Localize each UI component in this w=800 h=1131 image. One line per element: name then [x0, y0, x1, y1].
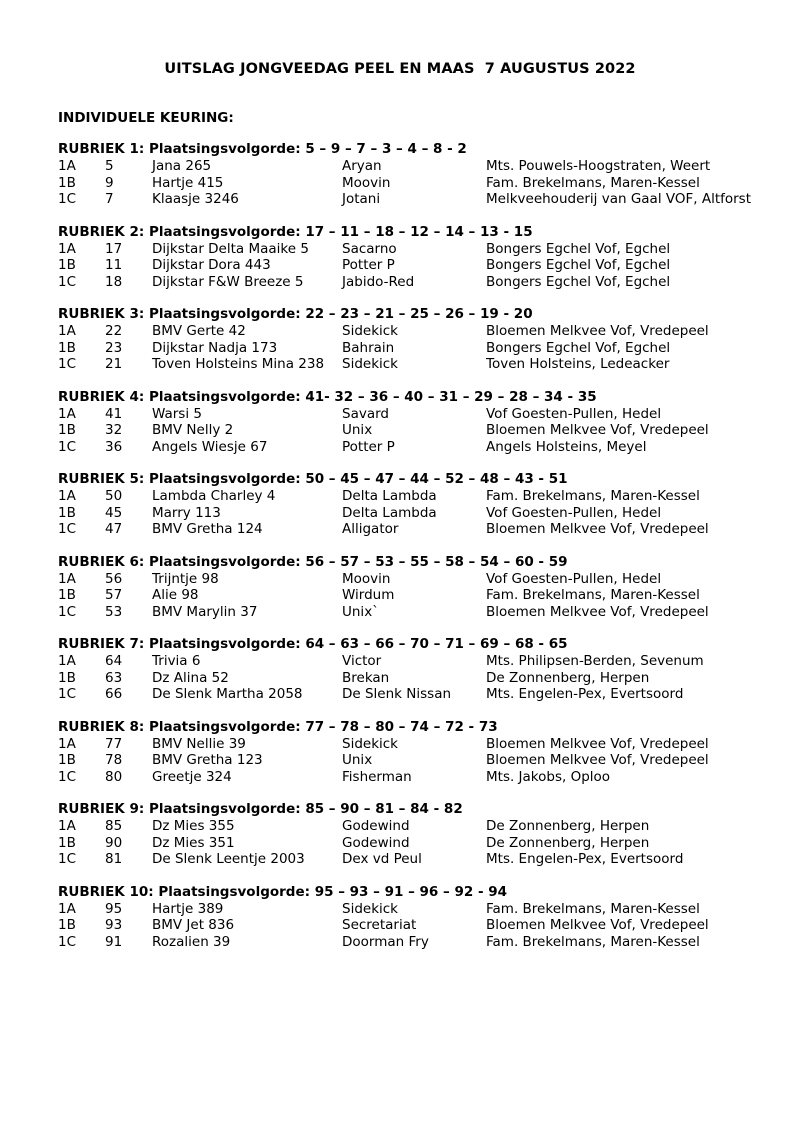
- rubriek-9: [58, 801, 778, 868]
- entry-sire: Sidekick: [342, 356, 399, 372]
- entry-animal-name: De Slenk Leentje 2003: [152, 851, 305, 867]
- entry-animal-name: Alie 98: [152, 587, 199, 603]
- entry-place: 1A: [58, 570, 76, 587]
- entry-animal-name: Angels Wiesje 67: [152, 438, 268, 455]
- entry-place: 1B: [58, 504, 76, 521]
- entry-row: [58, 175, 778, 192]
- entry-row: [58, 686, 778, 703]
- entry-animal-name: Hartje 389: [152, 900, 224, 917]
- entry-place: 1A: [58, 488, 76, 504]
- entry-sire: De Slenk Nissan: [342, 686, 452, 702]
- entry-row: [58, 917, 778, 934]
- entry-animal-name: BMV Gretha 123: [152, 752, 263, 768]
- entry-sire: Fisherman: [342, 768, 412, 785]
- entry-place: 1A: [58, 653, 76, 669]
- entry-place: 1B: [58, 174, 76, 191]
- entry-animal-name: BMV Gerte 42: [152, 323, 246, 339]
- entry-place: 1A: [58, 323, 76, 339]
- entry-place: 1A: [58, 405, 76, 422]
- rubrieken-list: [58, 141, 778, 966]
- entry-animal-name: Rozalien 39: [152, 933, 231, 950]
- entry-place: 1C: [58, 273, 77, 290]
- rubriek-heading: RUBRIEK 1: Plaatsingsvolgorde: 5 – 9 – 7 – 3 – 4 – 8 - 2: [58, 141, 467, 157]
- entry-place: 1C: [58, 851, 77, 867]
- entry-sire: Wirdum: [342, 587, 395, 603]
- entry-owner: Angels Holsteins, Meyel: [486, 438, 647, 455]
- entry-owner: Fam. Brekelmans, Maren-Kessel: [486, 900, 700, 917]
- entry-owner: Mts. Engelen-Pex, Evertsoord: [486, 851, 684, 867]
- entry-animal-name: Dz Alina 52: [152, 669, 229, 686]
- entry-owner: Vof Goesten-Pullen, Hedel: [486, 504, 662, 521]
- entry-animal-name: BMV Jet 836: [152, 917, 235, 933]
- entry-animal-name: BMV Gretha 124: [152, 521, 263, 537]
- entry-number: 9: [105, 174, 114, 191]
- entry-sire: Unix: [342, 752, 373, 768]
- entry-place: 1B: [58, 917, 76, 933]
- entry-place: 1C: [58, 438, 77, 455]
- entry-row: [58, 604, 778, 621]
- rubriek-heading: RUBRIEK 7: Plaatsingsvolgorde: 64 – 63 – 66 – 70 – 71 – 69 – 68 - 65: [58, 636, 568, 652]
- entry-number: 91: [105, 933, 123, 950]
- entry-owner: Bongers Egchel Vof, Egchel: [486, 240, 671, 257]
- entry-number: 95: [105, 900, 123, 917]
- entry-animal-name: Trivia 6: [152, 653, 201, 669]
- entry-owner: Bloemen Melkvee Vof, Vredepeel: [486, 323, 709, 339]
- entry-row: [58, 439, 778, 456]
- entry-sire: Doorman Fry: [342, 933, 429, 950]
- entry-row: [58, 670, 778, 687]
- entry-place: 1A: [58, 240, 76, 257]
- entry-number: 80: [105, 768, 123, 785]
- entry-place: 1B: [58, 339, 76, 356]
- entry-row: [58, 191, 778, 208]
- rubriek-3: [58, 306, 778, 373]
- rubriek-8: [58, 719, 778, 786]
- entry-owner: De Zonnenberg, Herpen: [486, 669, 650, 686]
- rubriek-heading: RUBRIEK 9: Plaatsingsvolgorde: 85 – 90 – 81 – 84 - 82: [58, 801, 463, 817]
- entry-animal-name: Dijkstar Nadja 173: [152, 339, 278, 356]
- entry-animal-name: Hartje 415: [152, 174, 224, 191]
- entry-owner: Mts. Engelen-Pex, Evertsoord: [486, 686, 684, 702]
- rubriek-10: [58, 884, 778, 951]
- entry-sire: Alligator: [342, 521, 399, 537]
- rubriek-4: [58, 389, 778, 456]
- entry-place: 1C: [58, 933, 77, 950]
- entry-number: 21: [105, 356, 123, 372]
- section-heading: INDIVIDUELE KEURING:: [58, 110, 234, 126]
- entry-number: 85: [105, 818, 123, 834]
- entry-row: [58, 274, 778, 291]
- entry-row: [58, 851, 778, 868]
- entry-number: 17: [105, 240, 123, 257]
- entry-owner: Bloemen Melkvee Vof, Vredepeel: [486, 752, 709, 768]
- entry-number: 77: [105, 735, 123, 752]
- entry-place: 1B: [58, 752, 76, 768]
- rubriek-7: [58, 636, 778, 703]
- entry-row: [58, 901, 778, 918]
- entry-place: 1C: [58, 521, 77, 537]
- entry-place: 1C: [58, 603, 77, 620]
- entry-number: 57: [105, 587, 123, 603]
- entry-animal-name: Marry 113: [152, 504, 221, 521]
- entry-row: [58, 257, 778, 274]
- entry-number: 50: [105, 488, 123, 504]
- entry-place: 1C: [58, 768, 77, 785]
- entry-row: [58, 653, 778, 670]
- entry-row: [58, 752, 778, 769]
- entry-number: 11: [105, 257, 123, 273]
- entry-number: 78: [105, 752, 123, 768]
- entry-row: [58, 571, 778, 588]
- entry-sire: Sidekick: [342, 735, 399, 752]
- entry-sire: Delta Lambda: [342, 488, 437, 504]
- rubriek-heading: RUBRIEK 8: Plaatsingsvolgorde: 77 – 78 – 80 – 74 – 72 - 73: [58, 718, 498, 735]
- rubriek-heading: RUBRIEK 6: Plaatsingsvolgorde: 56 – 57 – 53 – 55 – 58 – 54 – 60 - 59: [58, 553, 568, 570]
- rubriek-5: [58, 471, 778, 538]
- entry-owner: Bongers Egchel Vof, Egchel: [486, 273, 671, 290]
- entry-animal-name: Dijkstar Delta Maaike 5: [152, 240, 309, 257]
- rubriek-heading: RUBRIEK 5: Plaatsingsvolgorde: 50 – 45 – 47 – 44 – 52 – 48 – 43 - 51: [58, 471, 568, 487]
- entry-row: [58, 422, 778, 439]
- entry-sire: Jotani: [342, 191, 381, 207]
- entry-owner: Bloemen Melkvee Vof, Vredepeel: [486, 735, 709, 752]
- entry-owner: Mts. Philipsen-Berden, Sevenum: [486, 653, 704, 669]
- entry-animal-name: Lambda Charley 4: [152, 488, 276, 504]
- entry-animal-name: Dijkstar F&W Breeze 5: [152, 273, 304, 290]
- entry-number: 81: [105, 851, 123, 867]
- entry-place: 1A: [58, 900, 76, 917]
- entry-owner: Bloemen Melkvee Vof, Vredepeel: [486, 422, 709, 438]
- entry-sire: Sidekick: [342, 323, 399, 339]
- entry-sire: Aryan: [342, 158, 382, 174]
- entry-owner: Melkveehouderij van Gaal VOF, Altforst: [486, 191, 752, 207]
- entry-row: [58, 736, 778, 753]
- entry-row: [58, 406, 778, 423]
- entry-owner: Mts. Jakobs, Oploo: [486, 768, 611, 785]
- entry-sire: Delta Lambda: [342, 504, 437, 521]
- rubriek-heading: RUBRIEK 2: Plaatsingsvolgorde: 17 – 11 – 18 – 12 – 14 – 13 - 15: [58, 223, 533, 240]
- rubriek-2: [58, 224, 778, 291]
- entry-row: [58, 521, 778, 538]
- entry-place: 1A: [58, 818, 76, 834]
- entry-number: 56: [105, 570, 123, 587]
- entry-number: 90: [105, 834, 123, 851]
- entry-place: 1B: [58, 257, 76, 273]
- entry-sire: Godewind: [342, 834, 410, 851]
- entry-place: 1B: [58, 834, 76, 851]
- entry-sire: Savard: [342, 405, 389, 422]
- entry-sire: Sacarno: [342, 240, 397, 257]
- entry-number: 18: [105, 273, 123, 290]
- entry-place: 1C: [58, 191, 77, 207]
- entry-row: [58, 818, 778, 835]
- entry-owner: De Zonnenberg, Herpen: [486, 818, 650, 834]
- entry-row: [58, 587, 778, 604]
- entry-number: 47: [105, 521, 123, 537]
- entry-animal-name: Dz Mies 351: [152, 834, 235, 851]
- document-title: UITSLAG JONGVEEDAG PEEL EN MAAS 7 AUGUSTUS 2022: [164, 61, 636, 77]
- entry-number: 22: [105, 323, 123, 339]
- entry-sire: Godewind: [342, 818, 410, 834]
- entry-owner: Fam. Brekelmans, Maren-Kessel: [486, 488, 700, 504]
- entry-owner: Bongers Egchel Vof, Egchel: [486, 257, 671, 273]
- entry-number: 41: [105, 405, 123, 422]
- entry-row: [58, 323, 778, 340]
- entry-row: [58, 158, 778, 175]
- entry-number: 93: [105, 917, 123, 933]
- entry-owner: Fam. Brekelmans, Maren-Kessel: [486, 587, 700, 603]
- entry-row: [58, 241, 778, 258]
- entry-animal-name: Greetje 324: [152, 768, 232, 785]
- entry-owner: Vof Goesten-Pullen, Hedel: [486, 405, 662, 422]
- entry-owner: Mts. Pouwels-Hoogstraten, Weert: [486, 158, 711, 174]
- entry-owner: Toven Holsteins, Ledeacker: [486, 356, 670, 372]
- entry-animal-name: Jana 265: [152, 158, 212, 174]
- entry-owner: Fam. Brekelmans, Maren-Kessel: [486, 933, 700, 950]
- entry-animal-name: BMV Nellie 39: [152, 735, 246, 752]
- entry-number: 32: [105, 422, 123, 438]
- entry-owner: Bloemen Melkvee Vof, Vredepeel: [486, 917, 709, 933]
- entry-place: 1A: [58, 735, 76, 752]
- entry-number: 53: [105, 603, 123, 620]
- entry-row: [58, 340, 778, 357]
- entry-animal-name: BMV Marylin 37: [152, 603, 258, 620]
- entry-number: 45: [105, 504, 123, 521]
- entry-sire: Unix`: [342, 603, 379, 620]
- entry-owner: De Zonnenberg, Herpen: [486, 834, 650, 851]
- entry-owner: Bongers Egchel Vof, Egchel: [486, 339, 671, 356]
- entry-place: 1B: [58, 669, 76, 686]
- entry-animal-name: Klaasje 3246: [152, 191, 239, 207]
- entry-number: 5: [105, 158, 114, 174]
- entry-sire: Bahrain: [342, 339, 395, 356]
- entry-sire: Potter P: [342, 438, 395, 455]
- entry-animal-name: Dijkstar Dora 443: [152, 257, 271, 273]
- entry-row: [58, 934, 778, 951]
- entry-row: [58, 505, 778, 522]
- entry-sire: Moovin: [342, 174, 391, 191]
- rubriek-6: [58, 554, 778, 621]
- rubriek-heading: RUBRIEK 3: Plaatsingsvolgorde: 22 – 23 – 21 – 25 – 26 – 19 - 20: [58, 306, 533, 322]
- entry-number: 36: [105, 438, 123, 455]
- rubriek-1: [58, 141, 778, 208]
- entry-place: 1A: [58, 158, 76, 174]
- entry-animal-name: BMV Nelly 2: [152, 422, 234, 438]
- rubriek-heading: RUBRIEK 10: Plaatsingsvolgorde: 95 – 93 – 91 – 96 – 92 - 94: [58, 883, 508, 900]
- entry-sire: Dex vd Peul: [342, 851, 422, 867]
- entry-row: [58, 488, 778, 505]
- entry-number: 64: [105, 653, 123, 669]
- entry-animal-name: Trijntje 98: [152, 570, 219, 587]
- entry-sire: Victor: [342, 653, 382, 669]
- entry-owner: Bloemen Melkvee Vof, Vredepeel: [486, 521, 709, 537]
- entry-place: 1C: [58, 686, 77, 702]
- entry-place: 1C: [58, 356, 77, 372]
- entry-place: 1B: [58, 587, 76, 603]
- entry-animal-name: Warsi 5: [152, 405, 202, 422]
- entry-owner: Bloemen Melkvee Vof, Vredepeel: [486, 603, 709, 620]
- entry-sire: Brekan: [342, 669, 390, 686]
- entry-row: [58, 356, 778, 373]
- entry-place: 1B: [58, 422, 76, 438]
- entry-sire: Jabido-Red: [342, 273, 415, 290]
- entry-number: 63: [105, 669, 123, 686]
- entry-number: 7: [105, 191, 114, 207]
- entry-owner: Fam. Brekelmans, Maren-Kessel: [486, 174, 700, 191]
- entry-sire: Potter P: [342, 257, 395, 273]
- entry-owner: Vof Goesten-Pullen, Hedel: [486, 570, 662, 587]
- entry-number: 23: [105, 339, 123, 356]
- entry-sire: Sidekick: [342, 900, 399, 917]
- entry-animal-name: Dz Mies 355: [152, 818, 235, 834]
- entry-sire: Secretariat: [342, 917, 417, 933]
- entry-row: [58, 835, 778, 852]
- rubriek-heading: RUBRIEK 4: Plaatsingsvolgorde: 41- 32 – 36 – 40 – 31 – 29 – 28 – 34 - 35: [58, 388, 597, 405]
- entry-sire: Unix: [342, 422, 373, 438]
- entry-sire: Moovin: [342, 570, 391, 587]
- entry-animal-name: Toven Holsteins Mina 238: [152, 356, 325, 372]
- entry-number: 66: [105, 686, 123, 702]
- entry-row: [58, 769, 778, 786]
- entry-animal-name: De Slenk Martha 2058: [152, 686, 303, 702]
